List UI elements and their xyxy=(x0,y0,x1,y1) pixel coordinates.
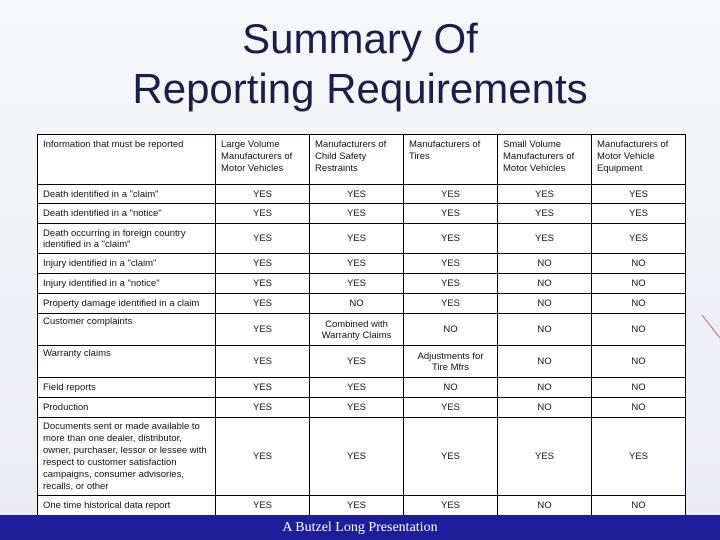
table-row xyxy=(38,254,686,274)
cell-value: YES xyxy=(404,418,498,496)
cell-value: YES xyxy=(404,294,498,314)
cell-value: YES xyxy=(310,398,404,418)
title-line-2: Reporting Requirements xyxy=(132,65,588,112)
cell-value: YES xyxy=(310,204,404,224)
header-tires: Manufacturers of Tires xyxy=(404,135,498,185)
cell-value: NO xyxy=(592,346,686,378)
cell-value: NO xyxy=(498,346,592,378)
row-label: Production xyxy=(38,398,216,418)
header-small-volume: Small Volume Manufacturers of Motor Vehicles xyxy=(498,135,592,185)
cell-value: YES xyxy=(592,418,686,496)
header-large-volume: Large Volume Manufacturers of Motor Vehicles xyxy=(216,135,310,185)
cell-value: NO xyxy=(498,378,592,398)
cell-value: YES xyxy=(498,185,592,204)
decorative-line xyxy=(700,300,720,360)
row-label: Documents sent or made available to more than one dealer, distributor, owner, purchaser, lessor or lessee with respect to customer satisfaction campaigns, consumer advisories, recalls, or other xyxy=(38,418,216,496)
header-child-safety: Manufacturers of Child Safety Restraints xyxy=(310,135,404,185)
table-row xyxy=(38,294,686,314)
cell-value: NO xyxy=(498,274,592,294)
cell-value: NO xyxy=(404,378,498,398)
row-label: Death identified in a "claim" xyxy=(38,185,216,204)
cell-value: YES xyxy=(404,185,498,204)
cell-value: NO xyxy=(592,398,686,418)
footer-banner: A Butzel Long Presentation xyxy=(0,515,720,540)
cell-value: YES xyxy=(216,418,310,496)
cell-value: YES xyxy=(310,378,404,398)
cell-value: YES xyxy=(310,224,404,254)
row-label: Field reports xyxy=(38,378,216,398)
cell-value: NO xyxy=(592,314,686,346)
table-row xyxy=(38,204,686,224)
cell-value: YES xyxy=(592,224,686,254)
cell-value: YES xyxy=(310,346,404,378)
table-row xyxy=(38,496,686,516)
cell-value: YES xyxy=(498,204,592,224)
cell-value: YES xyxy=(404,204,498,224)
table-row xyxy=(38,274,686,294)
cell-value: YES xyxy=(216,398,310,418)
table-row xyxy=(38,346,686,378)
header-equipment: Manufacturers of Motor Vehicle Equipment xyxy=(592,135,686,185)
row-label: Customer complaints xyxy=(38,314,216,346)
cell-value: NO xyxy=(592,254,686,274)
row-label: Property damage identified in a claim xyxy=(38,294,216,314)
cell-value: NO xyxy=(498,314,592,346)
cell-value: Adjustments for Tire Mfrs xyxy=(404,346,498,378)
cell-value: YES xyxy=(310,418,404,496)
table-row xyxy=(38,224,686,254)
reporting-requirements-table xyxy=(37,134,686,516)
cell-value: YES xyxy=(216,314,310,346)
cell-value: YES xyxy=(404,496,498,516)
row-label: One time historical data report xyxy=(38,496,216,516)
title-line-1: Summary Of xyxy=(242,15,478,62)
cell-value: NO xyxy=(498,254,592,274)
row-label: Injury identified in a "claim" xyxy=(38,254,216,274)
cell-value: NO xyxy=(498,398,592,418)
page-title xyxy=(0,14,720,114)
cell-value: YES xyxy=(216,204,310,224)
cell-value: YES xyxy=(498,224,592,254)
cell-value: YES xyxy=(216,378,310,398)
table-row xyxy=(38,314,686,346)
cell-value: YES xyxy=(216,294,310,314)
cell-value: NO xyxy=(592,496,686,516)
cell-value: YES xyxy=(216,254,310,274)
cell-value: YES xyxy=(592,204,686,224)
cell-value: YES xyxy=(310,254,404,274)
header-information: Information that must be reported xyxy=(38,135,216,185)
cell-value: YES xyxy=(216,274,310,294)
cell-value: YES xyxy=(404,254,498,274)
row-label: Warranty claims xyxy=(38,346,216,378)
cell-value: NO xyxy=(404,314,498,346)
cell-value: NO xyxy=(498,496,592,516)
cell-value: YES xyxy=(592,185,686,204)
cell-value: NO xyxy=(592,294,686,314)
cell-value: YES xyxy=(216,185,310,204)
cell-value: NO xyxy=(592,274,686,294)
cell-value: YES xyxy=(498,418,592,496)
row-label: Death identified in a "notice" xyxy=(38,204,216,224)
cell-value: YES xyxy=(310,185,404,204)
cell-value: YES xyxy=(404,224,498,254)
table-row xyxy=(38,398,686,418)
cell-value: Combined with Warranty Claims xyxy=(310,314,404,346)
cell-value: YES xyxy=(216,224,310,254)
table-row xyxy=(38,418,686,496)
table-row xyxy=(38,378,686,398)
cell-value: NO xyxy=(498,294,592,314)
cell-value: YES xyxy=(404,274,498,294)
cell-value: YES xyxy=(310,274,404,294)
row-label: Injury identified in a "notice" xyxy=(38,274,216,294)
cell-value: YES xyxy=(404,398,498,418)
table-row xyxy=(38,185,686,204)
cell-value: YES xyxy=(216,496,310,516)
cell-value: YES xyxy=(216,346,310,378)
row-label: Death occurring in foreign country identified in a "claim" xyxy=(38,224,216,254)
cell-value: YES xyxy=(310,496,404,516)
cell-value: NO xyxy=(310,294,404,314)
table-header-row xyxy=(38,135,686,185)
cell-value: NO xyxy=(592,378,686,398)
